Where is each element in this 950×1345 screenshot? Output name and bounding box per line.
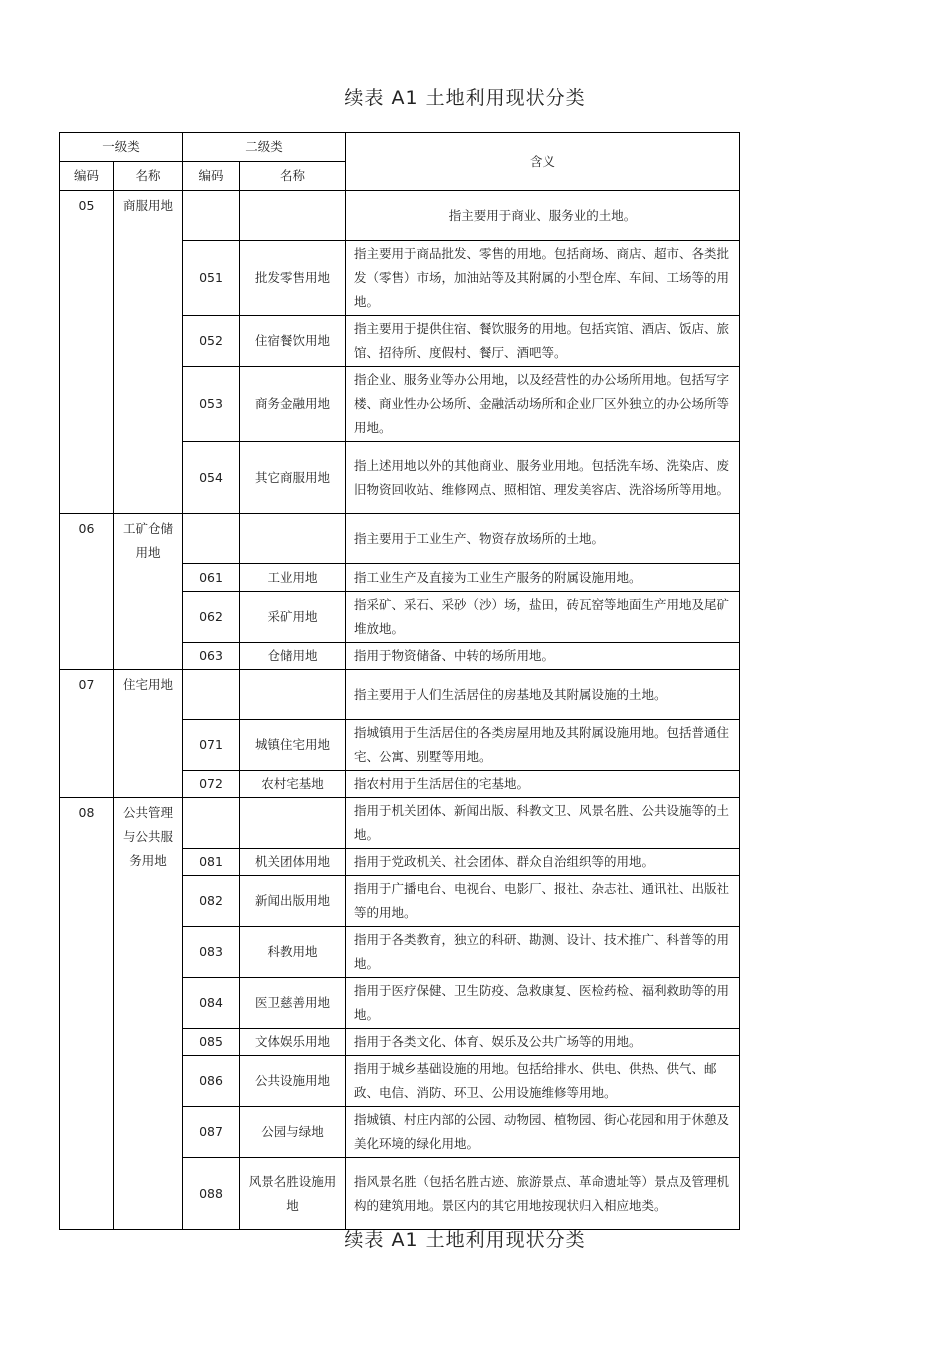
header-name-2: 名称	[240, 162, 346, 191]
sub-meaning: 指工业生产及直接为工业生产服务的附属设施用地。	[346, 564, 740, 592]
sub-code: 086	[183, 1056, 240, 1107]
sub-name: 其它商服用地	[240, 442, 346, 514]
sub-meaning: 指城镇、村庄内部的公园、动物园、植物园、街心花园和用于休憩及美化环境的绿化用地。	[346, 1107, 740, 1158]
group-name-text: 商服用地	[123, 198, 174, 213]
sub-code: 063	[183, 643, 240, 670]
table-row	[60, 191, 740, 241]
sub-meaning: 指风景名胜（包括名胜古迹、旅游景点、革命遗址等）景点及管理机构的建筑用地。景区内的其它用地按现状归入相应地类。	[346, 1158, 740, 1230]
sub-name: 新闻出版用地	[240, 876, 346, 927]
sub-meaning: 指企业、服务业等办公用地，以及经营性的办公场所用地。包括写字楼、商业性办公场所、金融活动场所和企业厂区外独立的办公场所等用地。	[346, 367, 740, 442]
sub-code: 088	[183, 1158, 240, 1230]
sub-name: 科教用地	[240, 927, 346, 978]
empty-cell	[240, 191, 346, 241]
group-code: 07	[60, 670, 114, 798]
sub-meaning: 指用于医疗保健、卫生防疫、急救康复、医检药检、福利救助等的用地。	[346, 978, 740, 1029]
table-row	[60, 514, 740, 564]
group-meaning: 指主要用于工业生产、物资存放场所的土地。	[346, 514, 740, 564]
sub-code: 051	[183, 241, 240, 316]
sub-name: 城镇住宅用地	[240, 720, 346, 771]
sub-code: 053	[183, 367, 240, 442]
sub-name: 商务金融用地	[240, 367, 346, 442]
group-name	[114, 191, 183, 514]
sub-name: 住宿餐饮用地	[240, 316, 346, 367]
sub-code: 061	[183, 564, 240, 592]
sub-name: 农村宅基地	[240, 771, 346, 798]
header-code-2: 编码	[183, 162, 240, 191]
table-row	[60, 670, 740, 720]
sub-code: 054	[183, 442, 240, 514]
group-name-text: 公共管理与公共服务用地	[123, 805, 174, 868]
header-level2: 二级类	[183, 133, 346, 162]
empty-cell	[240, 670, 346, 720]
group-meaning: 指主要用于人们生活居住的房基地及其附属设施的土地。	[346, 670, 740, 720]
header-code-1: 编码	[60, 162, 114, 191]
sub-name: 风景名胜设施用地	[240, 1158, 346, 1230]
group-name	[114, 670, 183, 798]
page-title-bottom: 续表 A1 土地利用现状分类	[344, 1229, 586, 1251]
group-meaning: 指主要用于商业、服务业的土地。	[346, 191, 740, 241]
sub-meaning: 指用于各类教育，独立的科研、勘测、设计、技术推广、科普等的用地。	[346, 927, 740, 978]
sub-name: 工业用地	[240, 564, 346, 592]
group-name	[114, 798, 183, 1230]
sub-meaning: 指用于广播电台、电视台、电影厂、报社、杂志社、通讯社、出版社等的用地。	[346, 876, 740, 927]
sub-name: 公共设施用地	[240, 1056, 346, 1107]
empty-cell	[183, 798, 240, 849]
sub-code: 087	[183, 1107, 240, 1158]
sub-code: 071	[183, 720, 240, 771]
empty-cell	[183, 670, 240, 720]
sub-name: 批发零售用地	[240, 241, 346, 316]
sub-meaning: 指城镇用于生活居住的各类房屋用地及其附属设施用地。包括普通住宅、公寓、别墅等用地。	[346, 720, 740, 771]
group-name-text: 工矿仓储用地	[123, 521, 174, 560]
group-code: 06	[60, 514, 114, 670]
sub-meaning: 指用于各类文化、体育、娱乐及公共广场等的用地。	[346, 1029, 740, 1056]
header-name-1: 名称	[114, 162, 183, 191]
sub-code: 084	[183, 978, 240, 1029]
table-row	[60, 798, 740, 849]
empty-cell	[240, 798, 346, 849]
land-use-table	[59, 132, 740, 1230]
sub-meaning: 指采矿、采石、采砂（沙）场，盐田，砖瓦窑等地面生产用地及尾矿堆放地。	[346, 592, 740, 643]
group-code: 08	[60, 798, 114, 1230]
empty-cell	[183, 191, 240, 241]
sub-meaning: 指农村用于生活居住的宅基地。	[346, 771, 740, 798]
sub-meaning: 指用于物资储备、中转的场所用地。	[346, 643, 740, 670]
group-meaning: 指用于机关团体、新闻出版、科教文卫、风景名胜、公共设施等的土地。	[346, 798, 740, 849]
sub-meaning: 指上述用地以外的其他商业、服务业用地。包括洗车场、洗染店、废旧物资回收站、维修网点、照相馆、理发美容店、洗浴场所等用地。	[346, 442, 740, 514]
empty-cell	[240, 514, 346, 564]
page-title: 续表 A1 土地利用现状分类	[344, 87, 586, 109]
sub-code: 072	[183, 771, 240, 798]
sub-name: 文体娱乐用地	[240, 1029, 346, 1056]
sub-code: 085	[183, 1029, 240, 1056]
sub-code: 081	[183, 849, 240, 876]
group-code: 05	[60, 191, 114, 514]
group-name-text: 住宅用地	[123, 677, 174, 692]
empty-cell	[183, 514, 240, 564]
sub-code: 083	[183, 927, 240, 978]
sub-name: 采矿用地	[240, 592, 346, 643]
sub-meaning: 指用于城乡基础设施的用地。包括给排水、供电、供热、供气、邮政、电信、消防、环卫、公用设施维修等用地。	[346, 1056, 740, 1107]
sub-meaning: 指主要用于商品批发、零售的用地。包括商场、商店、超市、各类批发（零售）市场，加油站等及其附属的小型仓库、车间、工场等的用地。	[346, 241, 740, 316]
sub-name: 机关团体用地	[240, 849, 346, 876]
sub-name: 医卫慈善用地	[240, 978, 346, 1029]
header-level1: 一级类	[60, 133, 183, 162]
header-meaning: 含义	[346, 133, 740, 191]
sub-code: 052	[183, 316, 240, 367]
group-name	[114, 514, 183, 670]
sub-meaning: 指用于党政机关、社会团体、群众自治组织等的用地。	[346, 849, 740, 876]
sub-name: 公园与绿地	[240, 1107, 346, 1158]
sub-code: 082	[183, 876, 240, 927]
sub-code: 062	[183, 592, 240, 643]
sub-name: 仓储用地	[240, 643, 346, 670]
sub-meaning: 指主要用于提供住宿、餐饮服务的用地。包括宾馆、酒店、饭店、旅馆、招待所、度假村、餐厅、酒吧等。	[346, 316, 740, 367]
